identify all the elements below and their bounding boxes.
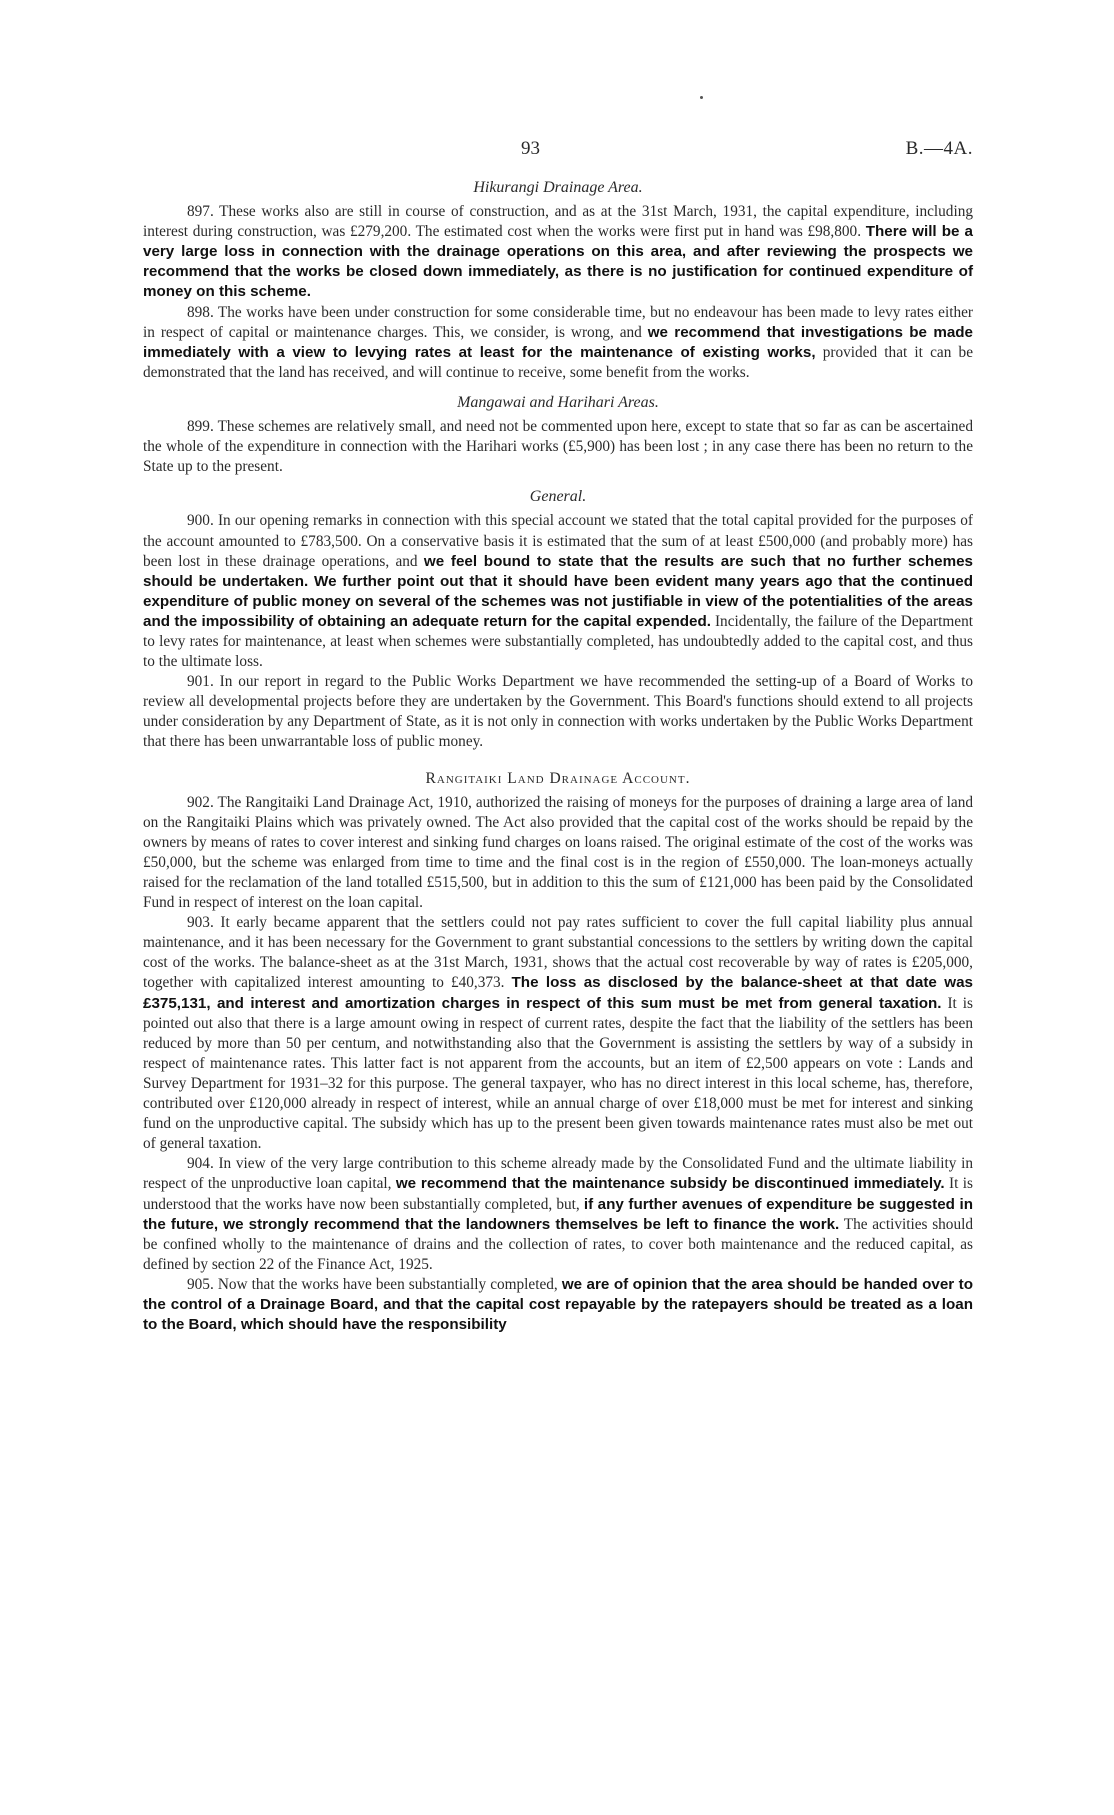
speck-mark	[700, 96, 703, 99]
text-run: 902. The Rangitaiki Land Drainage Act, 1910, authorized the raising of moneys for the purposes of draining a large area of land on the Rangitaiki Plains which was privately owned. The Act also provided that the capital cost of the works should be repaid by the owners by means of rates to cover interest and sinking fund charges on loans raised. The original estimate of the cost of the works was £50,000, but the scheme was enlarged from time to time and the final cost is in the region of £550,000. The loan-moneys actually raised for the reclamation of the land totalled £515,500, but in addition to this the sum of £121,000 has been paid by the Consolidated Fund in respect of interest on the loan capital.	[143, 793, 973, 912]
bold-recommendation: There will be a very large loss in connection with the drainage operations on this area, and after reviewing the prospects we recommend that the works be closed down immediately, as there is no justification for continued expenditure of money on this scheme.	[143, 223, 973, 301]
paragraph-905	[143, 1275, 973, 1335]
text-run: 900. In our opening remarks in connection with this special account we stated that the total capital provided for the purposes of the account amounted to £783,500. On a conservative basis it is estimated that the sum of at least £500,000 (and probably more) has been lost in these drainage operations, and	[143, 512, 973, 570]
page-header	[143, 138, 973, 168]
text-run: 903. It early became apparent that the settlers could not pay rates sufficient to cover the full capital liability plus annual maintenance, and it has been necessary for the Government to grant substantial concessions to the settlers by writing down the capital cost of the works. The balance-sheet as at the 31st March, 1931, shows that the actual cost recoverable by way of rates is £205,000, together with capitalized interest amounting to £40,373.	[143, 914, 973, 992]
bold-recommendation: we recommend that investigations be made immediately with a view to levying rates at least for the maintenance of existing works,	[143, 323, 973, 361]
text-run: It is pointed out also that there is a large amount owing in respect of current rates, despite the fact that the liability of the settlers has been reduced by more than 50 per centum, and notwithstanding also that the Government is assisting the settlers by way of a subsidy in respect of maintenance rates. This latter fact is not apparent from the accounts, but an item of £2,500 appears on vote : Lands and Survey Department for 1931–32 for this purpose. The general taxpayer, who has no direct interest in this local scheme, has, therefore, contributed over £120,000 already in respect of interest, while an annual charge of over £18,000 must be met for interest and sinking fund on the unproductive capital. The subsidy which has up to the present been given towards maintenance rates must also be met out of general taxation.	[143, 994, 973, 1153]
section-heading-rangitaiki	[143, 769, 973, 789]
bold-recommendation: we feel bound to state that the results are such that no further schemes should be undertaken. We further point out that it should have been evident many years ago that the continued expenditure of public money on several of the schemes was not justifiable in view of the potentialities of the areas and the impossibility of obtaining an adequate return for the capital expended.	[143, 552, 973, 630]
document-code: B.—4A.	[905, 138, 973, 159]
document-body	[143, 176, 973, 1335]
text-run: The activities should be confined wholly to the maintenance of drains and the collection of rates, to cover both maintenance and the reduced capital, as defined by section 22 of the Finance Act, 1925.	[143, 1215, 973, 1273]
text-run: 897. These works also are still in course of construction, and as at the 31st March, 1931, the capital expenditure, including interest during construction, was £279,200. The estimated cost when the works were first put in hand was £98,800.	[143, 203, 973, 241]
text-run: 901. In our report in regard to the Public Works Department we have recommended the setting-up of a Board of Works to review all developmental projects before they are undertaken by the Government. This Board's functions should extend to all projects under consideration by any Department of State, as it is not only in connection with works undertaken by the Public Works Department that there has been unwarrantable loss of public money.	[143, 673, 973, 751]
page-number: 93	[521, 138, 540, 159]
paragraph-902	[143, 793, 973, 914]
text-run: Incidentally, the failure of the Department to levy rates for maintenance, at least when schemes were substantially completed, has undoubtedly added to the capital cost, and thus to the ultimate loss.	[143, 612, 973, 671]
text-run: 904. In view of the very large contribution to this scheme already made by the Consolidated Fund and the ultimate liability in respect of the unproductive loan capital,	[143, 1155, 973, 1193]
paragraph-900	[143, 511, 973, 672]
bold-recommendation: we recommend that the maintenance subsidy be discontinued immediately.	[395, 1175, 945, 1193]
paragraph-898	[143, 303, 973, 383]
section-heading-general: General.	[529, 488, 587, 506]
paragraph-897	[143, 202, 973, 302]
bold-recommendation: we are of opinion that the area should be handed over to the control of a Drainage Board, and that the capital cost repayable by the ratepayers should be treated as a loan to the Board, which should have the responsibility	[143, 1275, 973, 1334]
text-run: 899. These schemes are relatively small, and need not be commented upon here, except to state that so far as can be ascertained the whole of the expenditure in connection with the Harihari works (£5,900) has been lost ; in any case there has been no return to the State up to the present.	[143, 418, 973, 476]
paragraph-899	[143, 417, 973, 477]
text-run: provided that it can be demonstrated that the land has received, and will continue to receive, some benefit from the works.	[143, 343, 973, 381]
paragraph-901	[143, 672, 973, 752]
text-run: 905. Now that the works have been substantially completed,	[187, 1275, 562, 1293]
heading-text: Rangitaiki Land Drainage Account.	[425, 769, 691, 787]
paragraph-904	[143, 1154, 973, 1275]
text-run: It is understood that the works have now been substantially completed, but,	[143, 1175, 973, 1213]
bold-recommendation: The loss as disclosed by the balance-sheet at that date was £375,131, and interest and amortization charges in respect of this sum must be met from general taxation.	[143, 974, 973, 1012]
text-run: 898. The works have been under construction for some considerable time, but no endeavour has been made to levy rates either in respect of capital or maintenance charges. This, we consider, is wrong, and	[143, 303, 973, 341]
section-heading-hikurangi: Hikurangi Drainage Area.	[473, 179, 643, 196]
bold-recommendation: if any further avenues of expenditure be suggested in the future, we strongly recommend that the landowners themselves be left to finance the work.	[143, 1195, 973, 1233]
paragraph-903	[143, 913, 973, 1154]
section-heading-mangawai: Mangawai and Harihari Areas.	[457, 393, 659, 411]
